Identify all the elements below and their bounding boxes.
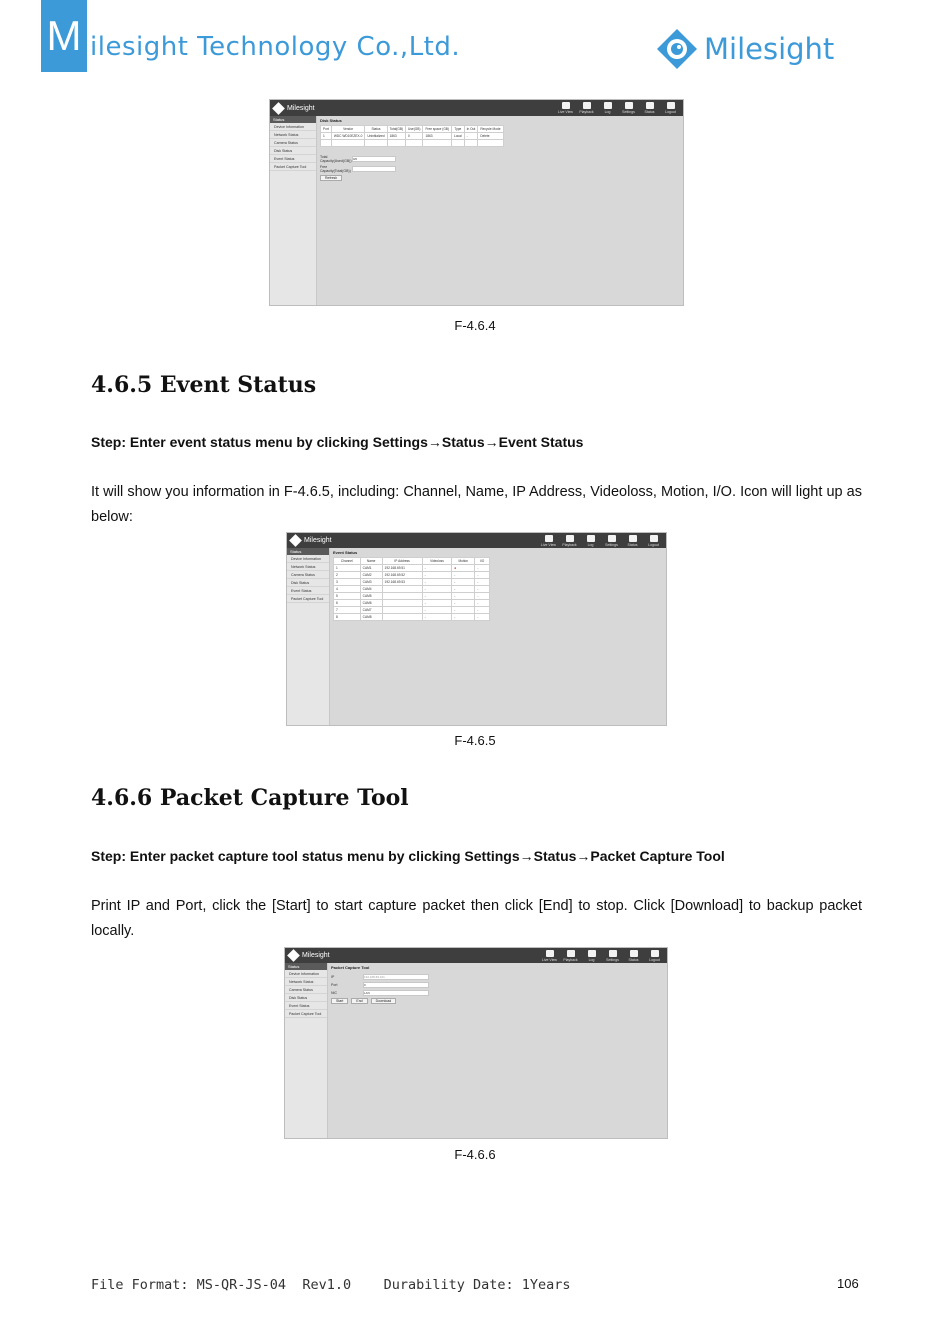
live-view-icon: [545, 535, 553, 542]
sidebar-item-network-status[interactable]: Network Status: [285, 978, 327, 986]
column-header: Vendor: [331, 126, 365, 133]
column-header: Status: [365, 126, 387, 133]
logout-icon: [667, 102, 675, 109]
table-cell: CAM3: [360, 579, 382, 586]
table-cell: CAM6: [360, 600, 382, 607]
sidebar-header: Status: [287, 548, 329, 555]
column-header: Port: [321, 126, 332, 133]
table-cell: 1863: [387, 133, 405, 140]
header-brand-text: Milesight: [704, 32, 835, 66]
table-cell: -: [422, 572, 452, 579]
tool-label: Status: [627, 543, 638, 547]
log-button[interactable]: [582, 535, 599, 547]
nic-row: [331, 990, 664, 996]
logout-button[interactable]: [662, 102, 679, 114]
sidebar-item-camera-status[interactable]: Camera Status: [287, 571, 329, 579]
status-icon: [629, 535, 637, 542]
table-cell: -: [422, 579, 452, 586]
table-cell: Uninitialized: [365, 133, 387, 140]
table-cell: -: [464, 133, 478, 140]
live-view-button[interactable]: [541, 950, 558, 962]
table-cell: 4: [334, 586, 361, 593]
motion-cell: [452, 565, 475, 572]
panel-title: Disk Status: [320, 118, 342, 123]
table-cell: CAM7: [360, 607, 382, 614]
table-row[interactable]: [334, 565, 490, 572]
figure-caption: F-4.6.5: [454, 733, 496, 748]
sidebar-item-device-information[interactable]: Device Information: [270, 123, 316, 131]
table-cell: 0: [406, 133, 423, 140]
table-cell: [382, 600, 422, 607]
table-cell: -: [452, 579, 475, 586]
playback-icon: [567, 950, 575, 957]
table-cell: -: [422, 565, 452, 572]
logout-button[interactable]: [645, 535, 662, 547]
logout-icon: [651, 950, 659, 957]
panel-title: Packet Capture Tool: [331, 965, 370, 970]
milesight-logo-icon: [656, 28, 698, 70]
total-capacity-value: 0/0: [352, 156, 396, 162]
tool-label: Log: [588, 958, 595, 962]
figure-caption: F-4.6.6: [454, 1147, 496, 1162]
table-cell: 2: [334, 572, 361, 579]
table-row[interactable]: [334, 572, 490, 579]
field-label: NIC: [331, 991, 338, 995]
free-capacity-row: [320, 165, 680, 173]
table-cell[interactable]: Delete: [478, 133, 503, 140]
nvr-brand: [274, 104, 315, 113]
field-label: Total Capacity(Used(GB)): [320, 155, 352, 163]
table-header-row: [321, 126, 504, 133]
table-row[interactable]: [334, 593, 490, 600]
sidebar-item-network-status[interactable]: Network Status: [287, 563, 329, 571]
sidebar-item-camera-status[interactable]: Camera Status: [285, 986, 327, 994]
column-header: IP Address: [382, 558, 422, 565]
column-header: I/O: [475, 558, 490, 565]
sidebar-item-network-status[interactable]: Network Status: [270, 131, 316, 139]
figure-caption: F-4.6.4: [454, 318, 496, 333]
ip-input[interactable]: 192.168.69.101: [363, 974, 429, 980]
table-cell: -: [475, 565, 490, 572]
start-button[interactable]: Start: [331, 998, 348, 1004]
status-button[interactable]: [625, 950, 642, 962]
tool-label: Playback: [579, 110, 594, 114]
tool-label: Status: [644, 110, 655, 114]
event-status-panel: [330, 548, 666, 725]
sidebar-item-camera-status[interactable]: Camera Status: [270, 139, 316, 147]
nvr-topbar: [270, 100, 683, 116]
table-cell: 8: [334, 614, 361, 621]
table-cell: -: [452, 600, 475, 607]
sidebar-item-event-status[interactable]: Event Status: [285, 1002, 327, 1010]
table-cell: [382, 614, 422, 621]
table-cell: -: [452, 607, 475, 614]
gear-icon: [608, 535, 616, 542]
column-header: Free space (GB): [423, 126, 452, 133]
status-icon: [630, 950, 638, 957]
gear-icon: [609, 950, 617, 957]
footer-text: File Format: MS-QR-JS-04 Rev1.0 Durability Date: 1Years: [91, 1277, 571, 1293]
table-header-row: [334, 558, 490, 565]
status-sidebar: [270, 116, 317, 305]
port-input[interactable]: 0: [363, 982, 429, 988]
status-button[interactable]: [641, 102, 658, 114]
playback-icon: [583, 102, 591, 109]
log-icon: [604, 102, 612, 109]
status-sidebar: [285, 963, 328, 1138]
tool-label: Log: [604, 110, 611, 114]
nvr-logo-icon: [272, 102, 285, 115]
log-button[interactable]: [599, 102, 616, 114]
sidebar-item-event-status[interactable]: Event Status: [270, 155, 316, 163]
sidebar-header: Status: [285, 963, 327, 970]
paragraph: It will show you information in F-4.6.5, including: Channel, Name, IP Address, Videoloss, Motion, I/O. Icon will light up as below:: [91, 484, 862, 525]
column-header: In Out: [464, 126, 478, 133]
nvr-topbar: [287, 533, 666, 548]
table-cell: [382, 586, 422, 593]
playback-button[interactable]: [562, 950, 579, 962]
free-capacity-value: [352, 166, 396, 172]
panel-title: Event Status: [333, 550, 358, 555]
sidebar-item-disk-status[interactable]: Disk Status: [285, 994, 327, 1002]
table-cell: -: [475, 593, 490, 600]
tool-label: Live View: [542, 958, 557, 962]
table-cell: -: [422, 600, 452, 607]
live-view-button[interactable]: [540, 535, 557, 547]
nvr-topbar: [285, 948, 667, 963]
tool-label: Status: [628, 958, 639, 962]
step-instruction: Step: Enter packet capture tool status menu by clicking Settings→Status→Packet Capture Tool: [91, 848, 725, 864]
field-label: Port: [331, 983, 338, 987]
table-cell: -: [422, 593, 452, 600]
nvr-logo-icon: [289, 534, 302, 547]
table-cell: -: [452, 572, 475, 579]
playback-button[interactable]: [578, 102, 595, 114]
log-icon: [587, 535, 595, 542]
tool-label: Live View: [541, 543, 556, 547]
table-cell: 7: [334, 607, 361, 614]
log-icon: [588, 950, 596, 957]
sidebar-item-packet-capture-tool[interactable]: Packet Capture Tool: [285, 1010, 327, 1018]
column-header: Videoloss: [422, 558, 452, 565]
table-row[interactable]: [334, 614, 490, 621]
table-cell: -: [475, 614, 490, 621]
table-row[interactable]: [334, 579, 490, 586]
settings-button[interactable]: [603, 535, 620, 547]
playback-icon: [566, 535, 574, 542]
port-row: [331, 982, 664, 988]
table-cell: -: [475, 579, 490, 586]
refresh-button[interactable]: Refresh: [320, 175, 342, 181]
tool-label: Settings: [605, 543, 618, 547]
log-button[interactable]: [583, 950, 600, 962]
table-cell: CAM8: [360, 614, 382, 621]
packet-capture-screenshot: [284, 947, 668, 1139]
tool-label: Playback: [562, 543, 577, 547]
column-header: Recycle Mode: [478, 126, 503, 133]
playback-button[interactable]: [561, 535, 578, 547]
table-cell: 192.168.69.52: [382, 572, 422, 579]
table-cell: [382, 593, 422, 600]
table-cell: WDC WD10EZEX-0: [331, 133, 365, 140]
tool-label: Live View: [558, 110, 573, 114]
sidebar-item-disk-status[interactable]: Disk Status: [287, 579, 329, 587]
table-cell: -: [422, 614, 452, 621]
field-label: IP: [331, 975, 335, 979]
column-header: Name: [360, 558, 382, 565]
nvr-logo-icon: [287, 949, 300, 962]
motion-indicator-icon: ●: [454, 566, 457, 570]
table-cell: -: [422, 586, 452, 593]
tool-label: Logout: [648, 543, 659, 547]
table-cell: -: [452, 593, 475, 600]
disk-table: [320, 125, 504, 147]
step-instruction: Step: Enter event status menu by clicking Settings→Status→Event Status: [91, 434, 584, 450]
settings-button[interactable]: [604, 950, 621, 962]
nvr-brand: [289, 951, 330, 960]
section-heading: 4.6.6 Packet Capture Tool: [91, 785, 409, 811]
sidebar-header: Status: [270, 116, 316, 123]
logout-icon: [650, 535, 658, 542]
table-row[interactable]: [334, 600, 490, 607]
table-cell: 1: [334, 565, 361, 572]
table-cell: 3: [334, 579, 361, 586]
table-cell: 192.168.69.51: [382, 565, 422, 572]
table-row[interactable]: [334, 586, 490, 593]
live-view-icon: [562, 102, 570, 109]
table-row: [321, 140, 504, 147]
table-cell: -: [475, 572, 490, 579]
live-view-icon: [546, 950, 554, 957]
logout-button[interactable]: [646, 950, 663, 962]
table-cell: CAM4: [360, 586, 382, 593]
table-row[interactable]: [334, 607, 490, 614]
column-header: Type: [452, 126, 465, 133]
nic-select[interactable]: LAN: [363, 990, 429, 996]
tool-label: Log: [587, 543, 594, 547]
header-company-name: ilesight Technology Co.,Ltd.: [90, 32, 461, 62]
nvr-brand-text: Milesight: [302, 952, 330, 959]
sidebar-item-device-information[interactable]: Device Information: [285, 970, 327, 978]
gear-icon: [625, 102, 633, 109]
table-cell: 6: [334, 600, 361, 607]
table-cell: CAM1: [360, 565, 382, 572]
column-header: Use(GB): [406, 126, 423, 133]
sidebar-item-event-status[interactable]: Event Status: [287, 587, 329, 595]
table-cell: Local: [452, 133, 465, 140]
tool-label: Settings: [622, 110, 635, 114]
table-cell: 5: [334, 593, 361, 600]
page-number: 106: [837, 1276, 859, 1291]
table-cell: -: [422, 607, 452, 614]
tool-label: Logout: [649, 958, 660, 962]
table-row[interactable]: [321, 133, 504, 140]
tool-label: Logout: [665, 110, 676, 114]
sidebar-item-device-information[interactable]: Device Information: [287, 555, 329, 563]
sidebar-item-disk-status[interactable]: Disk Status: [270, 147, 316, 155]
ip-row: [331, 974, 664, 980]
header-brand-logo: [656, 28, 834, 70]
column-header: Motion: [452, 558, 475, 565]
status-sidebar: [287, 548, 330, 725]
status-button[interactable]: [624, 535, 641, 547]
table-cell: CAM5: [360, 593, 382, 600]
end-button[interactable]: End: [351, 998, 367, 1004]
table-cell: 192.168.69.53: [382, 579, 422, 586]
nvr-brand-text: Milesight: [304, 537, 332, 544]
sidebar-item-packet-capture-tool[interactable]: Packet Capture Tool: [270, 163, 316, 171]
live-view-button[interactable]: [557, 102, 574, 114]
table-cell: -: [452, 614, 475, 621]
tool-label: Settings: [606, 958, 619, 962]
table-cell: -: [475, 600, 490, 607]
settings-button[interactable]: [620, 102, 637, 114]
nvr-brand-text: Milesight: [287, 104, 315, 112]
nvr-brand: [291, 536, 332, 545]
status-icon: [646, 102, 654, 109]
event-table: [333, 557, 490, 621]
paragraph: Print IP and Port, click the [Start] to start capture packet then click [End] to stop. Click [Download] to backup packet locally.: [91, 898, 862, 939]
column-header: Channel: [334, 558, 361, 565]
field-label: Free Capacity(Total(GB)): [320, 165, 351, 173]
disk-status-panel: [317, 116, 683, 305]
disk-status-screenshot: [269, 99, 684, 306]
table-cell: -: [452, 586, 475, 593]
event-status-screenshot: [286, 532, 667, 726]
table-cell: CAM2: [360, 572, 382, 579]
download-button[interactable]: Download: [371, 998, 397, 1004]
table-cell: -: [475, 586, 490, 593]
capture-buttons: [331, 998, 664, 1004]
packet-capture-panel: [328, 963, 667, 1138]
table-cell: [382, 607, 422, 614]
table-cell: 1: [321, 133, 332, 140]
tool-label: Playback: [563, 958, 578, 962]
header-logo-letter: M: [41, 0, 87, 72]
section-heading: 4.6.5 Event Status: [91, 372, 317, 398]
total-capacity-row: [320, 155, 680, 163]
column-header: Total(GB): [387, 126, 405, 133]
table-cell: -: [475, 607, 490, 614]
sidebar-item-packet-capture-tool[interactable]: Packet Capture Tool: [287, 595, 329, 603]
table-cell: 1863: [423, 133, 452, 140]
